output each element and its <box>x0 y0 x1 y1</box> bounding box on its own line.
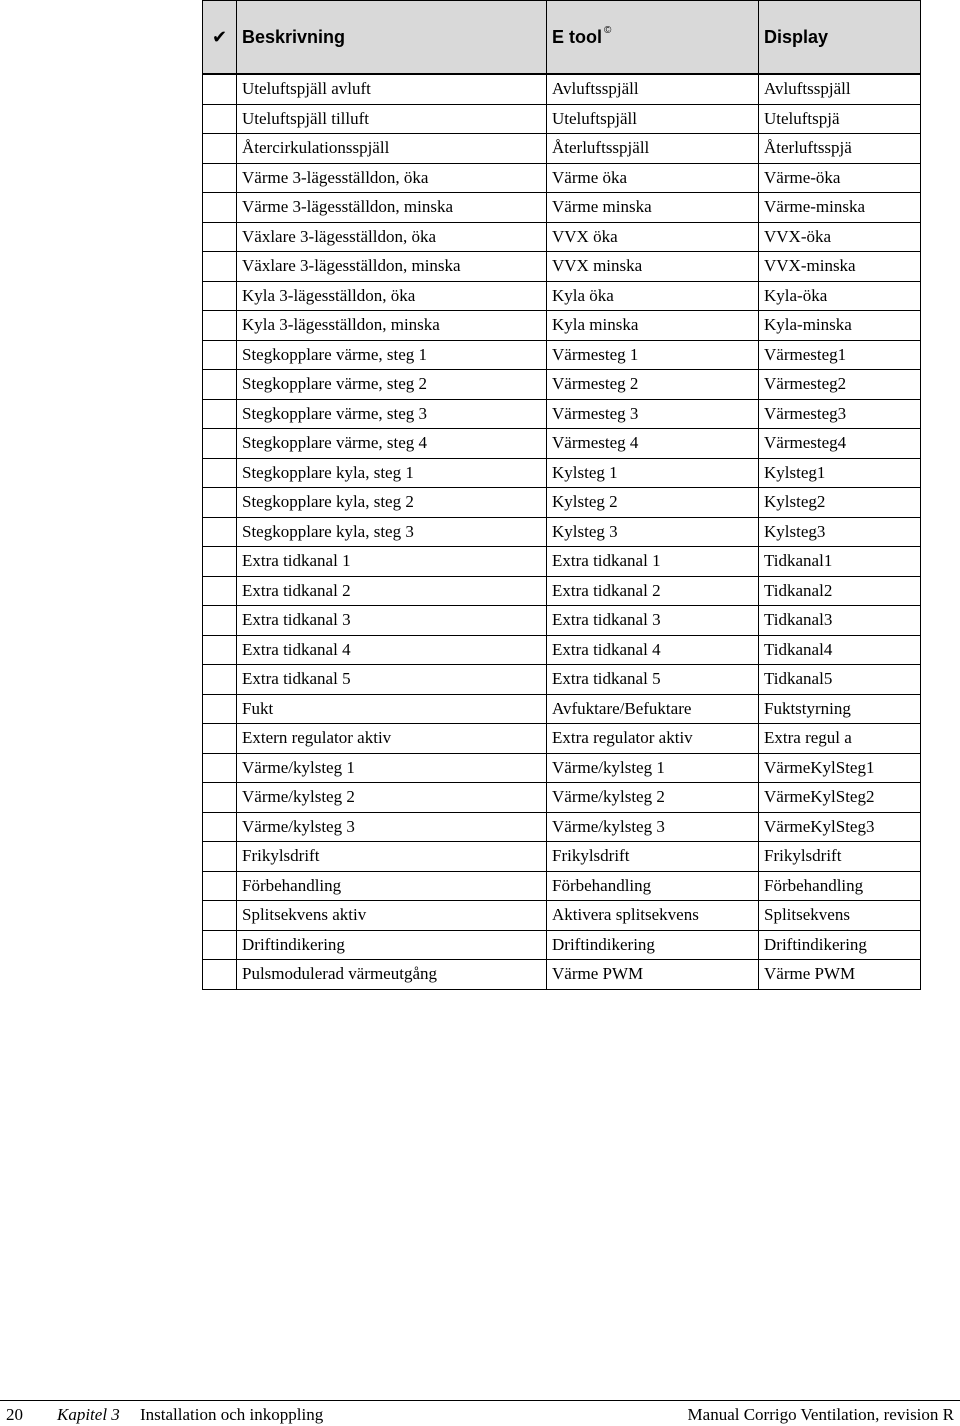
cell-etool: Extra tidkanal 2 <box>547 576 759 606</box>
table-row <box>203 753 921 783</box>
cell-description: Uteluftspjäll tilluft <box>237 104 547 134</box>
cell-description: Värme/kylsteg 3 <box>237 812 547 842</box>
cell-blank <box>203 252 237 282</box>
cell-description: Stegkopplare värme, steg 2 <box>237 370 547 400</box>
cell-description: Stegkopplare värme, steg 4 <box>237 429 547 459</box>
table-row <box>203 399 921 429</box>
header-description: Beskrivning <box>237 1 547 75</box>
cell-etool: Kyla öka <box>547 281 759 311</box>
cell-display: Tidkanal2 <box>759 576 921 606</box>
cell-description: Uteluftspjäll avluft <box>237 74 547 104</box>
cell-display: Avluftsspjäll <box>759 74 921 104</box>
cell-etool: VVX öka <box>547 222 759 252</box>
manual-title: Manual Corrigo Ventilation, revision R <box>687 1405 954 1424</box>
cell-display: Tidkanal5 <box>759 665 921 695</box>
cell-blank <box>203 458 237 488</box>
cell-etool: VVX minska <box>547 252 759 282</box>
cell-display: VVX-öka <box>759 222 921 252</box>
cell-etool: Återluftsspjäll <box>547 134 759 164</box>
cell-etool: Värme/kylsteg 2 <box>547 783 759 813</box>
cell-etool: Avfuktare/Befuktare <box>547 694 759 724</box>
cell-display: Värmesteg2 <box>759 370 921 400</box>
table-row <box>203 488 921 518</box>
cell-etool: Extra tidkanal 4 <box>547 635 759 665</box>
cell-description: Värme/kylsteg 2 <box>237 783 547 813</box>
cell-blank <box>203 694 237 724</box>
page-footer <box>0 1404 960 1426</box>
cell-display: VärmeKylSteg2 <box>759 783 921 813</box>
cell-description: Pulsmodulerad värmeutgång <box>237 960 547 990</box>
table-row <box>203 871 921 901</box>
cell-description: Stegkopplare kyla, steg 2 <box>237 488 547 518</box>
page-number: 20 <box>6 1405 23 1424</box>
cell-etool: Värme/kylsteg 1 <box>547 753 759 783</box>
cell-blank <box>203 74 237 104</box>
table-body <box>203 74 921 989</box>
table-row <box>203 104 921 134</box>
cell-blank <box>203 429 237 459</box>
cell-etool: Kyla minska <box>547 311 759 341</box>
header-etool <box>547 1 759 75</box>
cell-etool: Värmesteg 1 <box>547 340 759 370</box>
table-row <box>203 340 921 370</box>
cell-blank <box>203 399 237 429</box>
cell-display: Värme-minska <box>759 193 921 223</box>
footer-rule <box>0 1400 960 1401</box>
cell-blank <box>203 842 237 872</box>
table-row <box>203 960 921 990</box>
cell-etool: Aktivera splitsekvens <box>547 901 759 931</box>
table-row <box>203 724 921 754</box>
cell-etool: Frikylsdrift <box>547 842 759 872</box>
cell-display: Förbehandling <box>759 871 921 901</box>
cell-description: Växlare 3-lägesställdon, öka <box>237 222 547 252</box>
table-row <box>203 370 921 400</box>
cell-etool: Extra regulator aktiv <box>547 724 759 754</box>
cell-etool: Förbehandling <box>547 871 759 901</box>
cell-etool: Extra tidkanal 5 <box>547 665 759 695</box>
cell-etool: Kylsteg 3 <box>547 517 759 547</box>
table-row <box>203 74 921 104</box>
cell-display: Fuktstyrning <box>759 694 921 724</box>
cell-etool: Uteluftspjäll <box>547 104 759 134</box>
cell-description: Extra tidkanal 2 <box>237 576 547 606</box>
cell-etool: Extra tidkanal 3 <box>547 606 759 636</box>
cell-blank <box>203 488 237 518</box>
chapter-label: Kapitel 3 <box>57 1405 120 1424</box>
cell-display: Splitsekvens <box>759 901 921 931</box>
cell-blank <box>203 311 237 341</box>
table-row <box>203 458 921 488</box>
cell-description: Återcirkulationsspjäll <box>237 134 547 164</box>
table-row <box>203 665 921 695</box>
cell-blank <box>203 104 237 134</box>
cell-description: Värme 3-lägesställdon, minska <box>237 193 547 223</box>
cell-display: Kylsteg1 <box>759 458 921 488</box>
cell-description: Extra tidkanal 4 <box>237 635 547 665</box>
table-row <box>203 812 921 842</box>
cell-blank <box>203 665 237 695</box>
table-row <box>203 222 921 252</box>
cell-description: Stegkopplare värme, steg 3 <box>237 399 547 429</box>
check-mark-icon: ✔ <box>203 1 237 75</box>
cell-display: Värmesteg1 <box>759 340 921 370</box>
cell-description: Kyla 3-lägesställdon, öka <box>237 281 547 311</box>
cell-etool: Värme/kylsteg 3 <box>547 812 759 842</box>
cell-blank <box>203 193 237 223</box>
cell-etool: Kylsteg 1 <box>547 458 759 488</box>
cell-blank <box>203 370 237 400</box>
cell-display: Värmesteg3 <box>759 399 921 429</box>
cell-etool: Värme PWM <box>547 960 759 990</box>
cell-blank <box>203 960 237 990</box>
cell-blank <box>203 134 237 164</box>
cell-display: Kyla-öka <box>759 281 921 311</box>
cell-display: Tidkanal4 <box>759 635 921 665</box>
cell-display: Driftindikering <box>759 930 921 960</box>
cell-description: Extra tidkanal 1 <box>237 547 547 577</box>
cell-display: Tidkanal3 <box>759 606 921 636</box>
cell-description: Stegkopplare kyla, steg 3 <box>237 517 547 547</box>
cell-description: Växlare 3-lägesställdon, minska <box>237 252 547 282</box>
table-row <box>203 517 921 547</box>
table-row <box>203 281 921 311</box>
cell-blank <box>203 724 237 754</box>
cell-description: Extra tidkanal 5 <box>237 665 547 695</box>
cell-description: Värme 3-lägesställdon, öka <box>237 163 547 193</box>
cell-display: VärmeKylSteg1 <box>759 753 921 783</box>
cell-description: Extern regulator aktiv <box>237 724 547 754</box>
table-row <box>203 311 921 341</box>
cell-blank <box>203 783 237 813</box>
cell-blank <box>203 547 237 577</box>
cell-blank <box>203 871 237 901</box>
header-row <box>203 1 921 75</box>
cell-description: Driftindikering <box>237 930 547 960</box>
cell-blank <box>203 222 237 252</box>
cell-display: Återluftsspjä <box>759 134 921 164</box>
cell-display: VVX-minska <box>759 252 921 282</box>
table-row <box>203 901 921 931</box>
cell-display: Tidkanal1 <box>759 547 921 577</box>
cell-etool: Kylsteg 2 <box>547 488 759 518</box>
cell-description: Stegkopplare kyla, steg 1 <box>237 458 547 488</box>
cell-display: Frikylsdrift <box>759 842 921 872</box>
header-etool-label: E tool <box>552 26 602 47</box>
table-row <box>203 163 921 193</box>
cell-blank <box>203 753 237 783</box>
table-row <box>203 547 921 577</box>
table-row <box>203 783 921 813</box>
cell-blank <box>203 340 237 370</box>
signal-table <box>202 0 921 990</box>
table-row <box>203 694 921 724</box>
header-display: Display <box>759 1 921 75</box>
table-header <box>203 1 921 75</box>
cell-display: Kylsteg3 <box>759 517 921 547</box>
copyright-mark: © <box>604 24 612 36</box>
table-row <box>203 930 921 960</box>
cell-blank <box>203 281 237 311</box>
cell-etool: Extra tidkanal 1 <box>547 547 759 577</box>
cell-description: Värme/kylsteg 1 <box>237 753 547 783</box>
cell-description: Splitsekvens aktiv <box>237 901 547 931</box>
cell-blank <box>203 930 237 960</box>
cell-display: Kylsteg2 <box>759 488 921 518</box>
table-row <box>203 576 921 606</box>
cell-display: Värmesteg4 <box>759 429 921 459</box>
cell-etool: Värme öka <box>547 163 759 193</box>
cell-blank <box>203 163 237 193</box>
table-row <box>203 429 921 459</box>
cell-description: Extra tidkanal 3 <box>237 606 547 636</box>
cell-description: Fukt <box>237 694 547 724</box>
cell-etool: Värmesteg 2 <box>547 370 759 400</box>
cell-blank <box>203 812 237 842</box>
section-title: Installation och inkoppling <box>140 1405 324 1424</box>
cell-blank <box>203 606 237 636</box>
cell-blank <box>203 635 237 665</box>
table-row <box>203 635 921 665</box>
cell-etool: Driftindikering <box>547 930 759 960</box>
cell-etool: Värmesteg 4 <box>547 429 759 459</box>
cell-etool: Värme minska <box>547 193 759 223</box>
cell-display: Kyla-minska <box>759 311 921 341</box>
cell-display: Extra regul a <box>759 724 921 754</box>
cell-description: Kyla 3-lägesställdon, minska <box>237 311 547 341</box>
cell-description: Frikylsdrift <box>237 842 547 872</box>
cell-description: Förbehandling <box>237 871 547 901</box>
cell-etool: Avluftsspjäll <box>547 74 759 104</box>
table-row <box>203 134 921 164</box>
table-row <box>203 606 921 636</box>
cell-blank <box>203 576 237 606</box>
cell-display: Värme PWM <box>759 960 921 990</box>
cell-display: VärmeKylSteg3 <box>759 812 921 842</box>
table-row <box>203 252 921 282</box>
cell-display: Värme-öka <box>759 163 921 193</box>
cell-display: Uteluftspjä <box>759 104 921 134</box>
cell-etool: Värmesteg 3 <box>547 399 759 429</box>
cell-description: Stegkopplare värme, steg 1 <box>237 340 547 370</box>
cell-blank <box>203 901 237 931</box>
table-row <box>203 193 921 223</box>
cell-blank <box>203 517 237 547</box>
table-row <box>203 842 921 872</box>
